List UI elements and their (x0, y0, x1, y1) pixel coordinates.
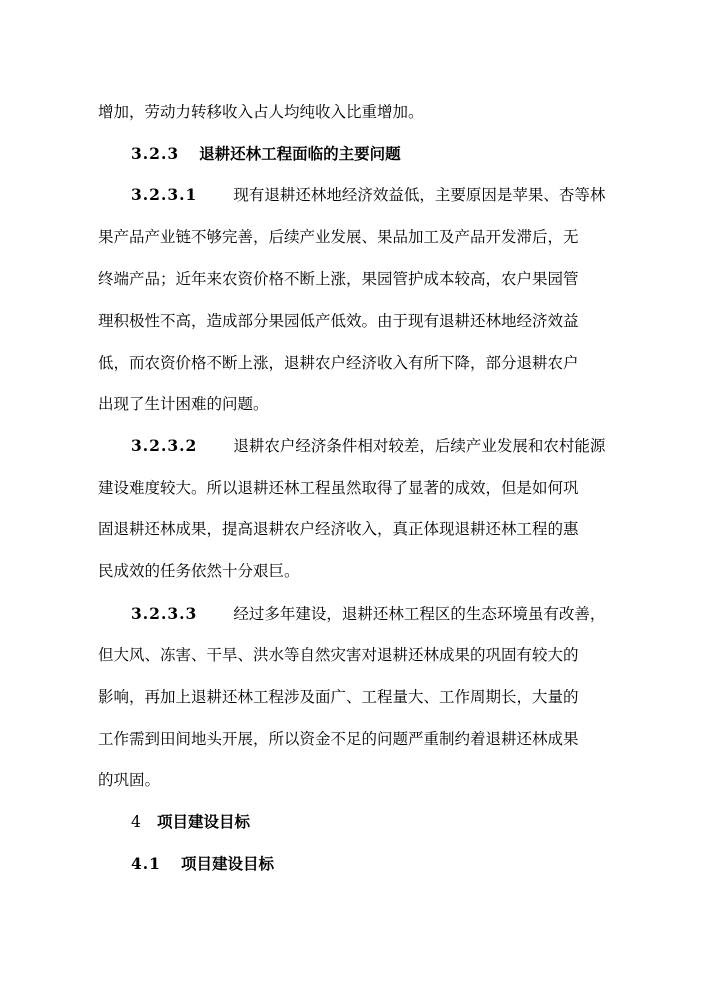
section-title: 退耕还林工程面临的主要问题 (199, 144, 401, 163)
section-number: 4.1 (131, 854, 161, 873)
text-line: 建设难度较大。所以退耕还林工程虽然取得了显著的成效，但是如何巩 (98, 479, 579, 497)
text-line: 理积极性不高，造成部分果园低产低效。由于现有退耕还林地经济效益 (98, 312, 579, 330)
text-line: 民成效的任务依然十分艰巨。 (98, 562, 300, 580)
section-heading-4-1 (131, 846, 703, 882)
paragraph-text: 退耕农户经济条件相对较差，后续产业发展和农村能源 (233, 437, 606, 455)
text-line: 固退耕还林成果，提高退耕农户经济收入，真正体现退耕还林工程的惠 (98, 520, 579, 538)
text-line: 低，而农资价格不断上涨，退耕农户经济收入有所下降，部分退耕农户 (98, 354, 579, 372)
text-line: 增加，劳动力转移收入占人均纯收入比重增加。 (98, 103, 424, 121)
paragraph-first-line-3-2-3-1 (131, 177, 703, 213)
text-line: 的巩固。 (98, 771, 161, 789)
paragraph-text: 现有退耕还林地经济效益低，主要原因是苹果、杏等林 (233, 186, 606, 204)
text-line: 果产品产业链不够完善，后续产业发展、果品加工及产品开发滞后，无 (98, 228, 579, 246)
text-line: 终端产品；近年来农资价格不断上涨，果园管护成本较高，农户果园管 (98, 270, 579, 288)
paragraph-number: 3.2.3.3 (131, 604, 198, 623)
paragraph-number: 3.2.3.2 (131, 436, 198, 455)
text-line: 影响，再加上退耕还林工程涉及面广、工程量大、工作周期长，大量的 (98, 688, 579, 706)
text-line: 但大风、冻害、干旱、洪水等自然灾害对退耕还林成果的巩固有较大的 (98, 646, 579, 664)
paragraph-number: 3.2.3.1 (131, 185, 198, 204)
paragraph-first-line-3-2-3-3 (131, 596, 703, 632)
section-number: 4 (131, 813, 141, 831)
section-title: 项目建设目标 (180, 854, 274, 873)
paragraph-first-line-3-2-3-2 (131, 428, 703, 464)
section-heading-3-2-3 (131, 136, 703, 172)
text-line: 出现了生计困难的问题。 (98, 395, 269, 413)
text-line: 工作需到田间地头开展，所以资金不足的问题严重制约着退耕还林成果 (98, 730, 579, 748)
paragraph-text: 经过多年建设，退耕还林工程区的生态环境虽有改善， (233, 605, 606, 623)
section-number: 3.2.3 (131, 144, 180, 163)
section-heading-4 (131, 804, 703, 840)
section-title: 项目建设目标 (157, 812, 251, 831)
